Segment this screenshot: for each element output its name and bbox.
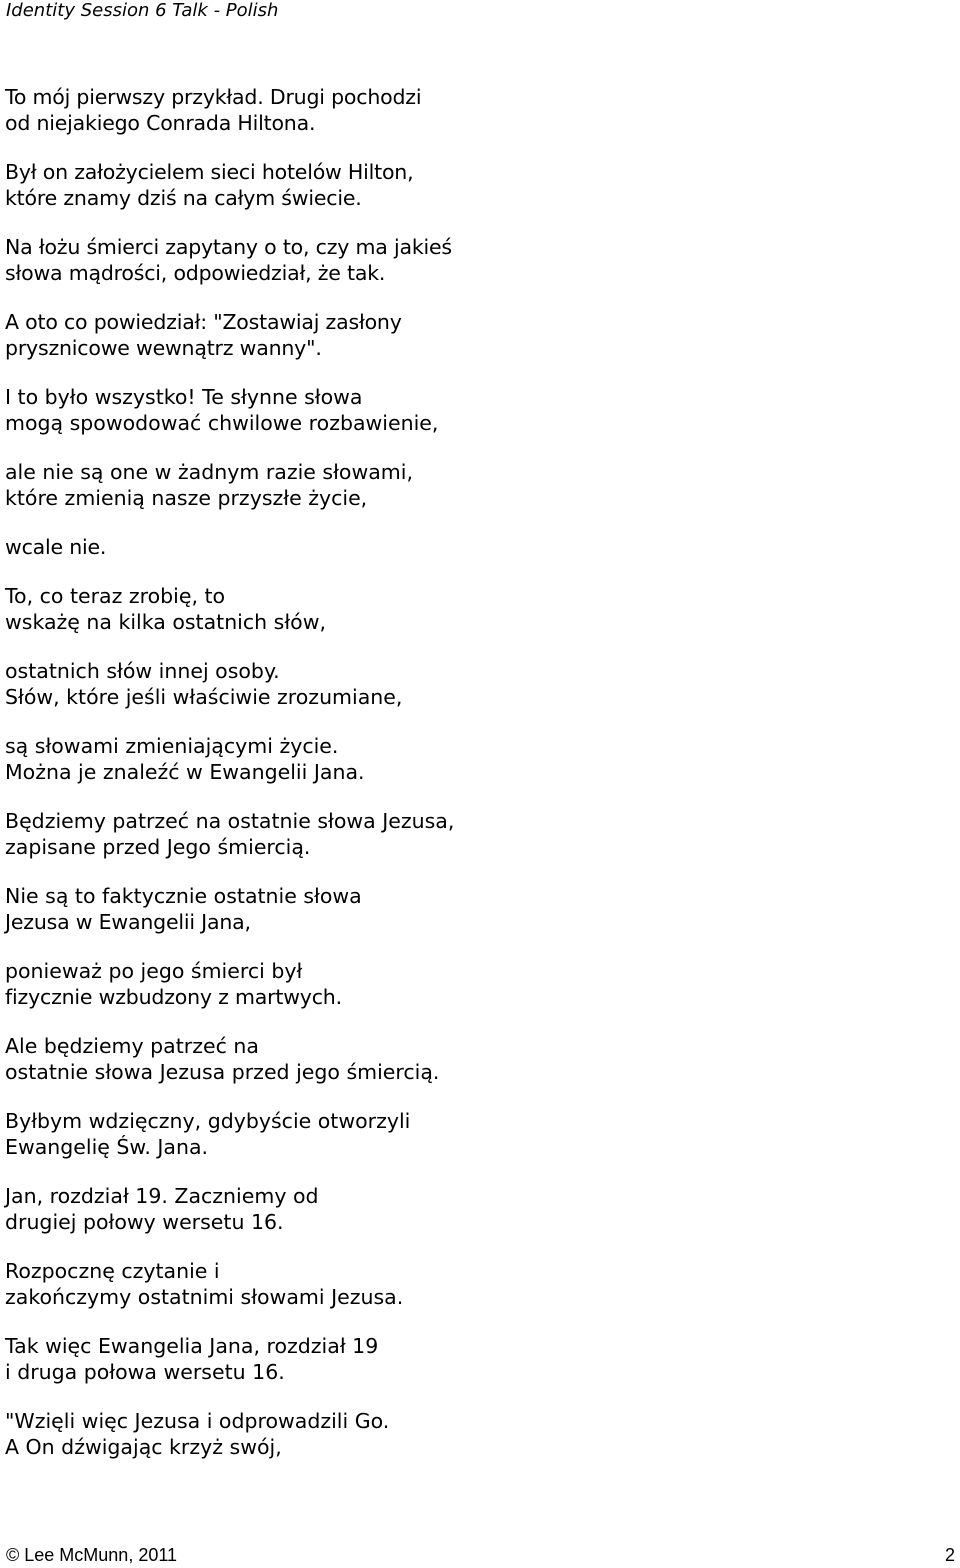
- text-line: drugiej połowy wersetu 16.: [5, 1210, 284, 1234]
- paragraph: [5, 534, 945, 560]
- text-line: A On dźwigając krzyż swój,: [5, 1435, 282, 1459]
- paragraph: [5, 159, 945, 211]
- paragraph: [5, 658, 945, 710]
- text-line: słowa mądrości, odpowiedział, że tak.: [5, 261, 386, 285]
- paragraph: [5, 1108, 945, 1160]
- paragraph: [5, 1033, 945, 1085]
- paragraph: [5, 84, 945, 136]
- paragraph: [5, 459, 945, 511]
- text-line: Można je znaleźć w Ewangelii Jana.: [5, 760, 365, 784]
- text-line: fizycznie wzbudzony z martwych.: [5, 985, 342, 1009]
- text-line: Był on założycielem sieci hotelów Hilton,: [5, 160, 414, 184]
- text-line: Nie są to faktycznie ostatnie słowa: [5, 884, 362, 908]
- text-line: Słów, które jeśli właściwie zrozumiane,: [5, 685, 403, 709]
- text-line: wcale nie.: [5, 535, 107, 559]
- text-line: zapisane przed Jego śmiercią.: [5, 835, 311, 859]
- text-line: ponieważ po jego śmierci był: [5, 959, 303, 983]
- paragraph: [5, 1258, 945, 1310]
- text-line: które znamy dziś na całym świecie.: [5, 186, 362, 210]
- text-line: zakończymy ostatnimi słowami Jezusa.: [5, 1285, 404, 1309]
- text-line: A oto co powiedział: "Zostawiaj zasłony: [5, 310, 402, 334]
- text-line: ale nie są one w żadnym razie słowami,: [5, 460, 413, 484]
- paragraph: [5, 309, 945, 361]
- text-line: To mój pierwszy przykład. Drugi pochodzi: [5, 85, 422, 109]
- paragraph: [5, 384, 945, 436]
- text-line: mogą spowodować chwilowe rozbawienie,: [5, 411, 439, 435]
- text-line: ostatnie słowa Jezusa przed jego śmiercią.: [5, 1060, 440, 1084]
- footer-copyright: © Lee McMunn, 2011: [6, 1545, 178, 1565]
- text-line: prysznicowe wewnątrz wanny".: [5, 336, 322, 360]
- text-line: Ale będziemy patrzeć na: [5, 1034, 259, 1058]
- footer-page-number: 2: [944, 1545, 955, 1565]
- paragraph: [5, 958, 945, 1010]
- paragraph: [5, 883, 945, 935]
- text-line: Będziemy patrzeć na ostatnie słowa Jezusa,: [5, 809, 455, 833]
- text-line: wskażę na kilka ostatnich słów,: [5, 610, 326, 634]
- paragraph: [5, 1333, 945, 1385]
- paragraph: [5, 234, 945, 286]
- text-line: "Wzięli więc Jezusa i odprowadzili Go.: [5, 1409, 390, 1433]
- paragraph: [5, 1408, 945, 1460]
- document-body: [5, 84, 945, 1483]
- paragraph: [5, 1183, 945, 1235]
- text-line: są słowami zmieniającymi życie.: [5, 734, 339, 758]
- text-line: ostatnich słów innej osoby.: [5, 659, 280, 683]
- text-line: Byłbym wdzięczny, gdybyście otworzyli: [5, 1109, 411, 1133]
- paragraph: [5, 733, 945, 785]
- text-line: Ewangelię Św. Jana.: [5, 1135, 209, 1159]
- text-line: Tak więc Ewangelia Jana, rozdział 19: [5, 1334, 379, 1358]
- text-line: które zmienią nasze przyszłe życie,: [5, 486, 368, 510]
- text-line: i druga połowa wersetu 16.: [5, 1360, 285, 1384]
- text-line: Jezusa w Ewangelii Jana,: [5, 910, 251, 934]
- paragraph: [5, 808, 945, 860]
- text-line: Rozpocznę czytanie i: [5, 1259, 220, 1283]
- text-line: To, co teraz zrobię, to: [5, 584, 226, 608]
- text-line: od niejakiego Conrada Hiltona.: [5, 111, 316, 135]
- text-line: Na łożu śmierci zapytany o to, czy ma jakieś: [5, 235, 452, 259]
- text-line: Jan, rozdział 19. Zaczniemy od: [5, 1184, 319, 1208]
- paragraph: [5, 583, 945, 635]
- document-header-title: Identity Session 6 Talk - Polish: [6, 0, 279, 21]
- text-line: I to było wszystko! Te słynne słowa: [5, 385, 363, 409]
